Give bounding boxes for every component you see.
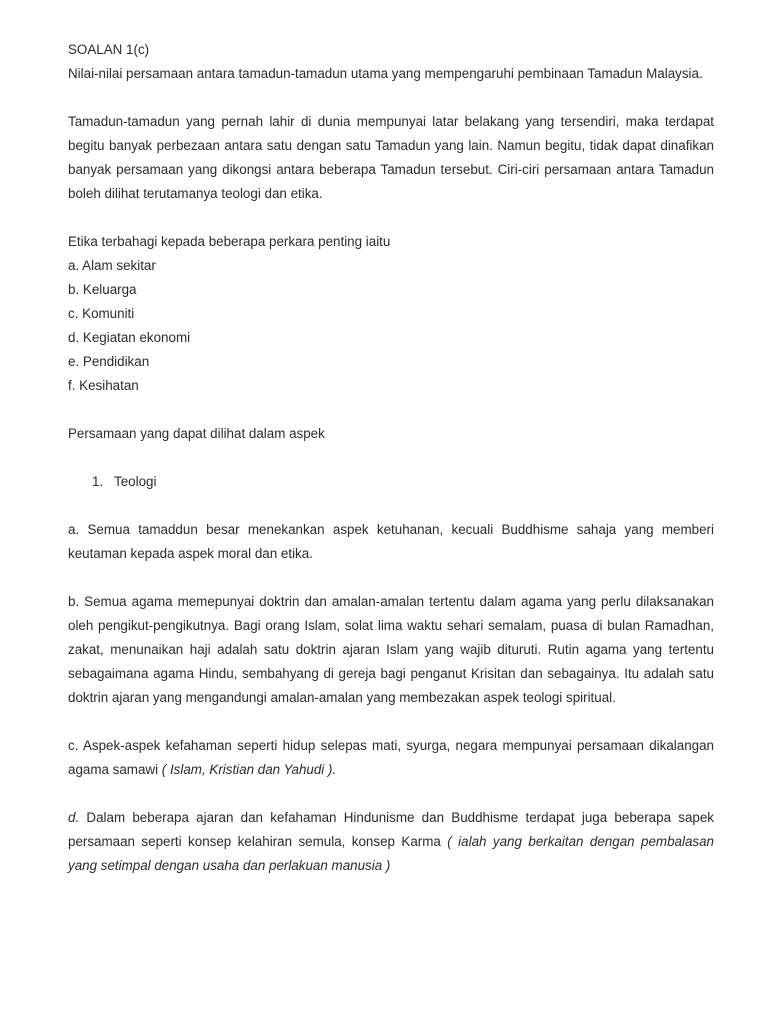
list-label: Teologi <box>114 474 157 489</box>
spacer <box>68 446 714 470</box>
point-c <box>68 734 714 782</box>
etika-item: d. Kegiatan ekonomi <box>68 330 191 345</box>
etika-lead: Etika terbahagi kepada beberapa perkara penting iaitu <box>68 234 391 249</box>
point-c-italic: ( Islam, Kristian dan Yahudi ). <box>161 762 337 777</box>
list-number: 1. <box>92 474 104 489</box>
question-heading: SOALAN 1(c) <box>68 42 150 57</box>
etika-item: c. Komuniti <box>68 306 135 321</box>
spacer <box>68 566 714 590</box>
spacer <box>68 86 714 110</box>
point-d <box>68 806 714 878</box>
point-d-italic: ( ialah yang berkaitan dengan pembalasan yang setimpal dengan usaha dan perlakuan manusia ) <box>68 834 714 873</box>
etika-item: e. Pendidikan <box>68 354 150 369</box>
point-a: a. Semua tamaddun besar menekankan aspek ketuhanan, kecuali Buddhisme sahaja yang memberi keutaman kepada aspek moral dan etika. <box>68 522 714 561</box>
spacer <box>68 710 714 734</box>
spacer <box>68 782 714 806</box>
point-d-text: Dalam beberapa ajaran dan kefahaman Hindunisme dan Buddhisme terdapat juga beberapa sapek persamaan seperti konsep kelahiran semula, konsep Karma <box>68 810 714 849</box>
intro-paragraph: Tamadun-tamadun yang pernah lahir di dunia mempunyai latar belakang yang tersendiri, maka terdapat begitu banyak perbezaan antara satu dengan satu Tamadun yang lain. Namun begitu, tidak dapat dinafikan banyak persamaan yang dikongsi antara beberapa Tamadun tersebut. Ciri-ciri persamaan antara Tamadun boleh dilihat terutamanya teologi dan etika. <box>68 114 714 201</box>
point-c-text: c. Aspek-aspek kefahaman seperti hidup selepas mati, syurga, negara mempunyai persamaan dikalangan agama samawi <box>68 738 714 777</box>
etika-item: a. Alam sekitar <box>68 258 156 273</box>
etika-item: b. Keluarga <box>68 282 137 297</box>
spacer <box>68 398 714 422</box>
document-body <box>68 38 714 878</box>
point-d-marker: d. <box>68 810 80 825</box>
spacer <box>68 206 714 230</box>
etika-item: f. Kesihatan <box>68 378 139 393</box>
aspek-lead: Persamaan yang dapat dilihat dalam aspek <box>68 426 325 441</box>
spacer <box>68 494 714 518</box>
point-b: b. Semua agama memepunyai doktrin dan amalan-amalan tertentu dalam agama yang perlu dilaksanakan oleh pengikut-pengikutnya. Bagi orang Islam, solat lima waktu sehari semalam, puasa di bulan Ramadhan, zakat, menunaikan haji adalah satu doktrin ajaran Islam yang wajib dituruti. Rutin agama yang tertentu sebagaimana agama Hindu, sembahyang di gereja bagi penganut Krisitan dan sebagainya. Itu adalah satu doktrin ajaran yang mengandungi amalan-amalan yang membezakan aspek teologi spiritual. <box>68 594 714 705</box>
numbered-item-teologi <box>68 470 714 494</box>
question-text: Nilai-nilai persamaan antara tamadun-tamadun utama yang mempengaruhi pembinaan Tamadun Malaysia. <box>68 66 703 81</box>
